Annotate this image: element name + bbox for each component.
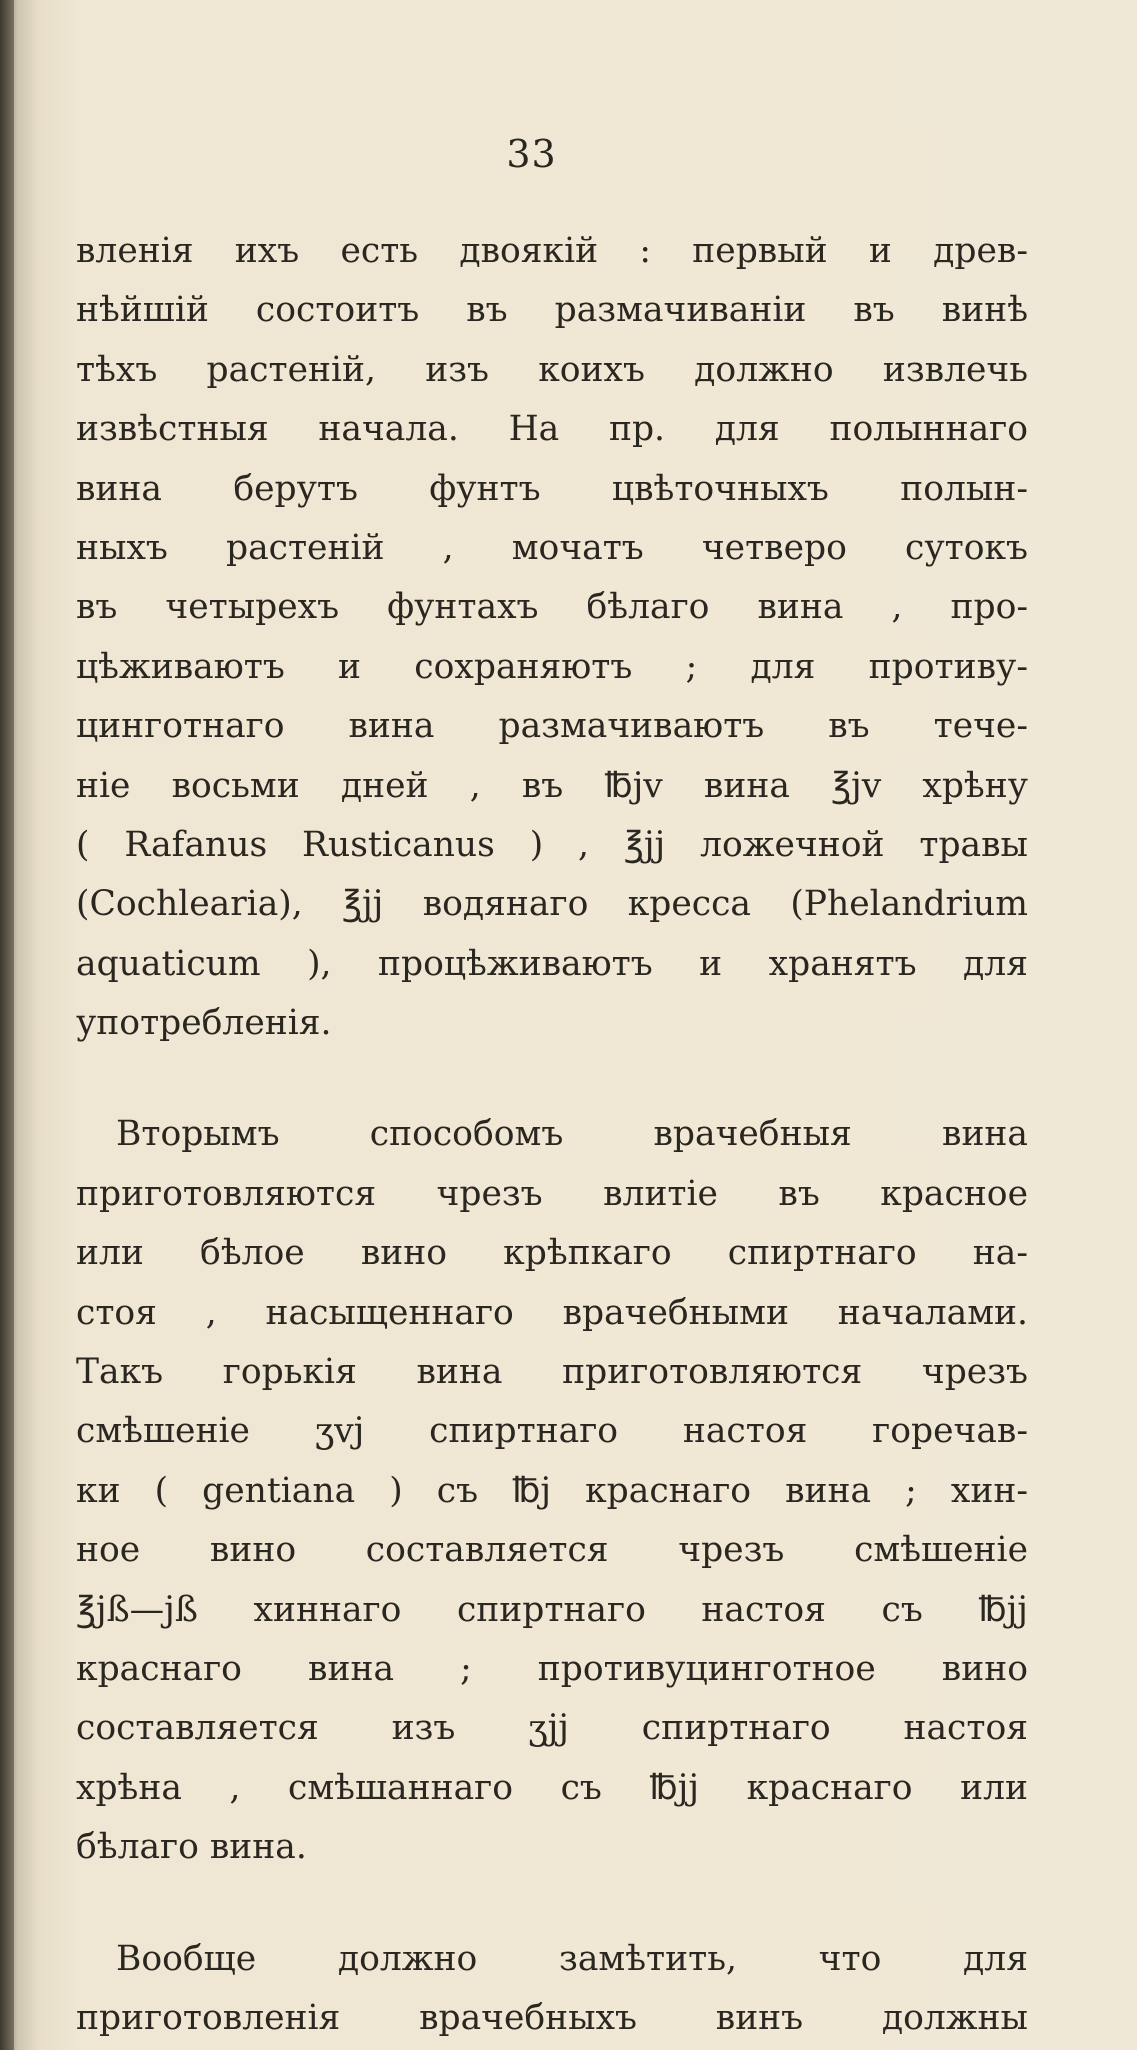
text-line: бѣлаго вина. [76, 1827, 307, 1868]
paragraph-1 [76, 222, 1028, 1053]
text-line: вина берутъ фунтъ цвѣточныхъ полын- [76, 468, 1028, 509]
text-line: вленія ихъ есть двоякій : первый и древ- [76, 231, 1028, 271]
text-line: цѣживаютъ и сохраняютъ ; для противу- [76, 646, 1028, 687]
text-line: извѣстныя начала. На пр. для полыннаго [76, 409, 1028, 450]
text-line: ки ( gentiana ) съ ℔j краснаго вина ; хин- [76, 1470, 1028, 1511]
text-line: ное вино составляется чрезъ смѣшеніе [76, 1530, 1028, 1571]
text-line: приготовляются чрезъ влитіе въ красное [76, 1173, 1028, 1214]
text-line: краснаго вина ; противуцинготное вино [76, 1648, 1028, 1689]
text-line: цинготнаго вина размачиваютъ въ тече- [76, 706, 1028, 747]
text-line: aquaticum ), процѣживаютъ и хранятъ для [76, 943, 1028, 984]
text-line: ніе восьми дней , въ ℔jv вина ℥jv хрѣну [76, 765, 1028, 806]
text-line: составляется изъ ʒjj спиртнаго настоя [76, 1708, 1028, 1749]
text-line: смѣшеніе ʒvj спиртнаго настоя горечав- [76, 1411, 1028, 1452]
paragraph-gap [76, 1053, 1028, 1105]
text-line: ( Rafanus Rusticanus ) , ℥jj ложечной травы [76, 824, 1028, 865]
paragraph-3 [76, 1930, 1028, 2049]
paragraph-gap [76, 1878, 1028, 1930]
text-block [76, 222, 1028, 2048]
text-line: тѣхъ растеній, изъ коихъ должно извлечь [76, 349, 1028, 390]
text-line: ℥jß—jß хиннаго спиртнаго настоя съ ℔jj [76, 1589, 1028, 1630]
text-line: Такъ горькія вина приготовляются чрезъ [76, 1352, 1028, 1393]
text-line: Вторымъ способомъ врачебныя вина [116, 1114, 1028, 1155]
paragraph-2 [76, 1105, 1028, 1877]
text-line: употребленія. [76, 1003, 332, 1044]
text-line: (Cochlearia), ℥jj водянаго кресса (Phelandrium [76, 884, 1028, 925]
text-line: ныхъ растеній , мочатъ четверо сутокъ [76, 527, 1028, 568]
page-number: 33 [506, 132, 557, 176]
text-line: нѣйшій состоитъ въ размачиваніи въ винѣ [76, 290, 1028, 331]
text-line: Вообще должно замѣтить, что для [116, 1938, 1028, 1979]
text-line: стоя , насыщеннаго врачебными началами. [76, 1292, 1028, 1333]
book-spine-shadow [0, 0, 14, 2050]
text-line: приготовленія врачебныхъ винъ должны [76, 1997, 1028, 2038]
text-line: хрѣна , смѣшаннаго съ ℔jj краснаго или [76, 1767, 1028, 1808]
text-line: или бѣлое вино крѣпкаго спиртнаго на- [76, 1233, 1028, 1274]
text-line: въ четырехъ фунтахъ бѣлаго вина , про- [76, 587, 1028, 628]
